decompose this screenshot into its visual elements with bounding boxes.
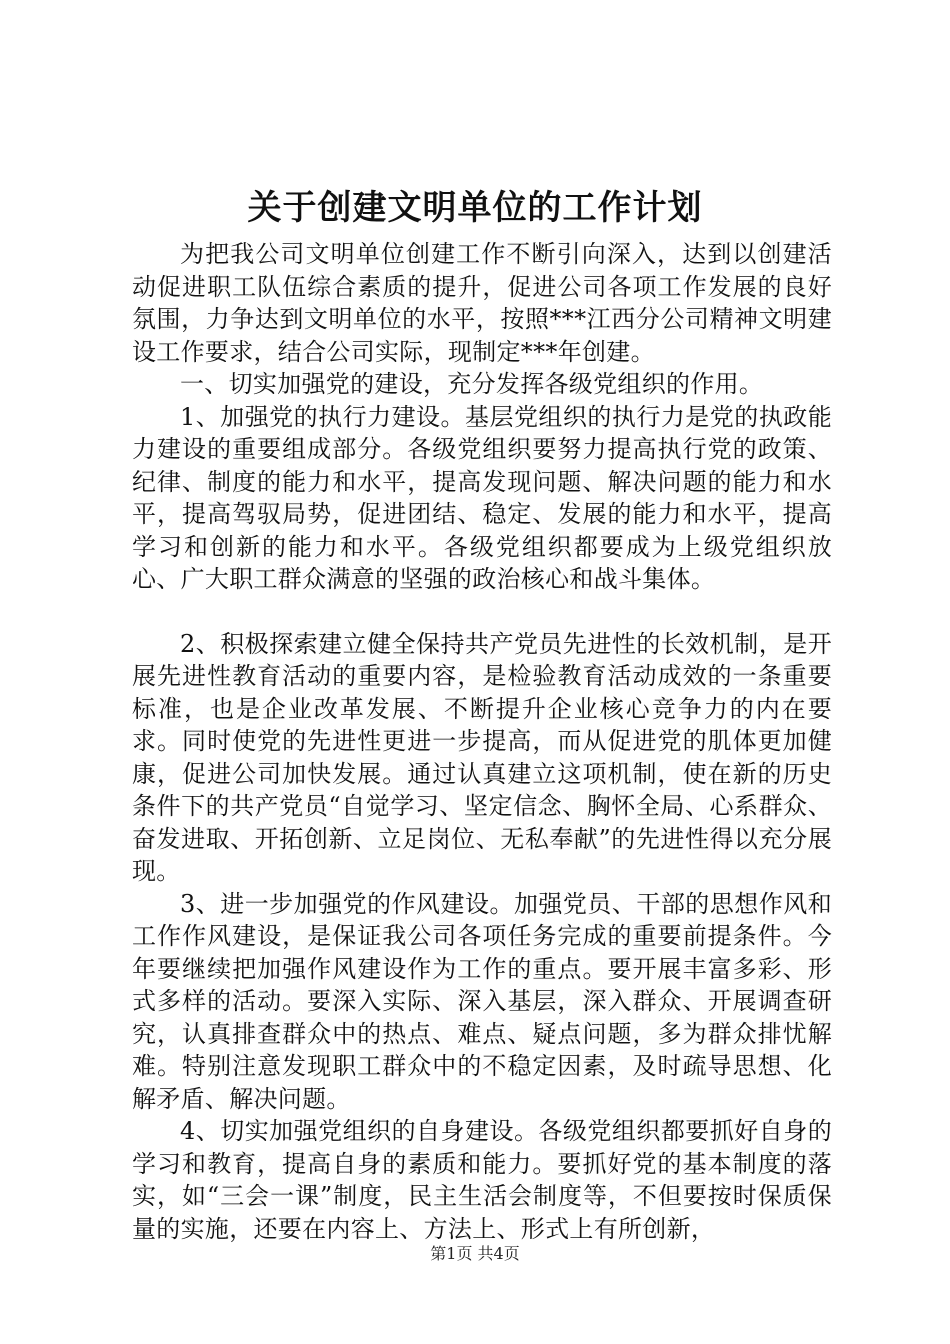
page-number-footer: 第1页 共4页: [430, 1244, 520, 1263]
paragraph-item-3: 3、进一步加强党的作风建设。加强党员、干部的思想作风和工作作风建设，是保证我公司各项任务完成的重要前提条件。今年要继续把加强作风建设作为工作的重点。要开展丰富多彩、形式多样的活动。要深入实际、深入基层，深入群众、开展调查研究，认真排查群众中的热点、难点、疑点问题，多为群众排忧解难。特别注意发现职工群众中的不稳定因素，及时疏导思想、化解矛盾、解决问题。: [132, 889, 832, 1113]
document-title: 关于创建文明单位的工作计划: [247, 188, 703, 228]
paragraph-item-4: 4、切实加强党组织的自身建设。各级党组织都要抓好自身的学习和教育，提高自身的素质和能力。要抓好党的基本制度的落实，如“三会一课”制度，民主生活会制度等，不但要按时保质保量的实施，还要在内容上、方法上、形式上有所创新，: [132, 1117, 832, 1243]
paragraph-intro: 为把我公司文明单位创建工作不断引向深入，达到以创建活动促进职工队伍综合素质的提升，促进公司各项工作发展的良好氛围，力争达到文明单位的水平，按照***江西分公司精神文明建设工作要求，结合公司实际，现制定***年创建。: [132, 240, 832, 366]
paragraph-section-heading: 一、切实加强党的建设，充分发挥各级党组织的作用。: [180, 370, 764, 398]
paragraph-item-2: 2、积极探索建立健全保持共产党员先进性的长效机制，是开展先进性教育活动的重要内容，是检验教育活动成效的一条重要标准，也是企业改革发展、不断提升企业核心竞争力的内在要求。同时使党的先进性更进一步提高，而从促进党的肌体更加健康，促进公司加快发展。通过认真建立这项机制，使在新的历史条件下的共产党员“自觉学习、坚定信念、胸怀全局、心系群众、奋发进取、开拓创新、立足岗位、无私奉献”的先进性得以充分展现。: [132, 629, 832, 885]
paragraph-item-1: 1、加强党的执行力建设。基层党组织的执行力是党的执政能力建设的重要组成部分。各级党组织要努力提高执行党的政策、纪律、制度的能力和水平，提高发现问题、解决问题的能力和水平，提高驾驭局势，促进团结、稳定、发展的能力和水平，提高学习和创新的能力和水平。各级党组织都要成为上级党组织放心、广大职工群众满意的坚强的政治核心和战斗集体。: [132, 402, 832, 593]
document-body: [132, 238, 832, 1245]
